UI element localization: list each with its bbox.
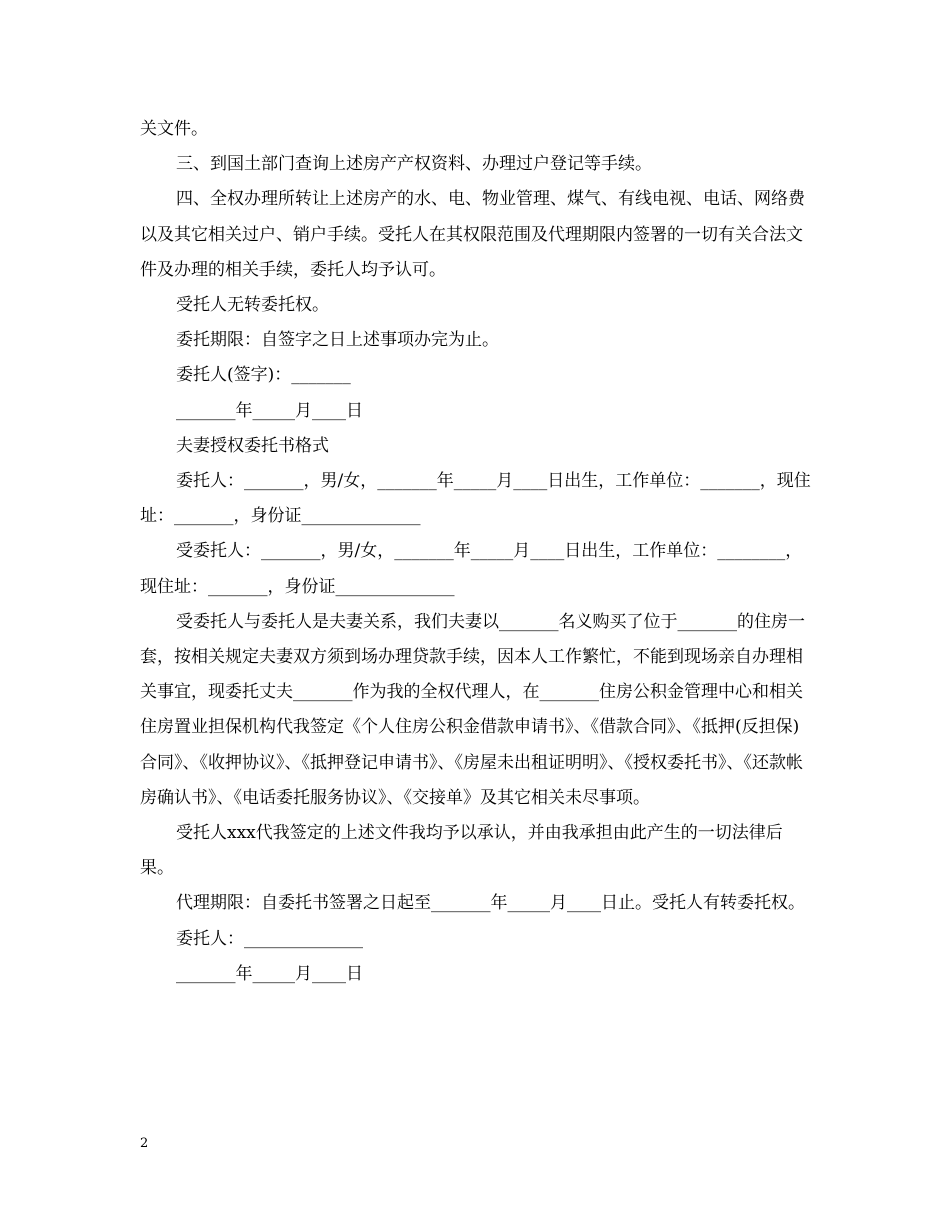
paragraph-item-three: 三、到国土部门查询上述房产产权资料、办理过户登记等手续。 [176,154,652,175]
paragraph-principal-signature: 委托人(签字)：_______ [176,365,351,386]
paragraph-principal-line: 委托人：______________ [176,928,363,949]
paragraph-final-date: _______年_____月____日 [176,963,363,984]
document-body [140,112,812,992]
section-heading-spousal-authorization: 夫妻授权委托书格式 [176,435,329,456]
paragraph-authorization-body: 受委托人与委托人是夫妻关系，我们夫妻以_______名义购买了位于_______的住房一套，按相关规定夫妻双方须到场办理贷款手续，因本人工作繁忙，不能到现场亲自办理相关事宜，现委托丈夫_______作为我的全权代理人，在_______住房公积金管理中心和相关住房置业担保机构代我签定《个人住房公积金借款申请书》、《借款合同》、《抵押(反担保)合同》、《收押协议》、《抵押登记申请书》、《房屋未出租证明明》、《授权委托书》、《还款帐房确认书》、《电话委托服务协议》、《交接单》及其它相关未尽事项。 [140,611,805,808]
paragraph-continuation: 关文件。 [140,119,208,139]
paragraph-agent-info: 受委托人：_______，男/女，_______年_____月____日出生，工作单位：________，现住址：_______，身份证______________ [140,541,803,597]
paragraph-no-sub-delegation: 受托人无转委托权。 [176,295,329,316]
paragraph-agency-period: 代理期限：自委托书签署之日起至_______年_____月____日止。受托人有转委托权。 [176,893,805,914]
page-number: 2 [140,1136,149,1151]
paragraph-acknowledgement: 受托人xxx代我签定的上述文件我均予以承认，并由我承担由此产生的一切法律后果。 [140,823,783,879]
paragraph-delegation-period: 委托期限：自签字之日上述事项办完为止。 [176,330,499,351]
paragraph-signature-date: _______年_____月____日 [176,400,363,421]
paragraph-item-four: 四、全权办理所转让上述房产的水、电、物业管理、煤气、有线电视、电话、网络费以及其它相关过户、销户手续。受托人在其权限范围及代理期限内签署的一切有关合法文件及办理的相关手续，委托人均予认可。 [140,189,805,280]
paragraph-principal-info: 委托人：_______，男/女，_______年_____月____日出生，工作单位：_______，现住址：_______，身份证______________ [140,471,811,527]
